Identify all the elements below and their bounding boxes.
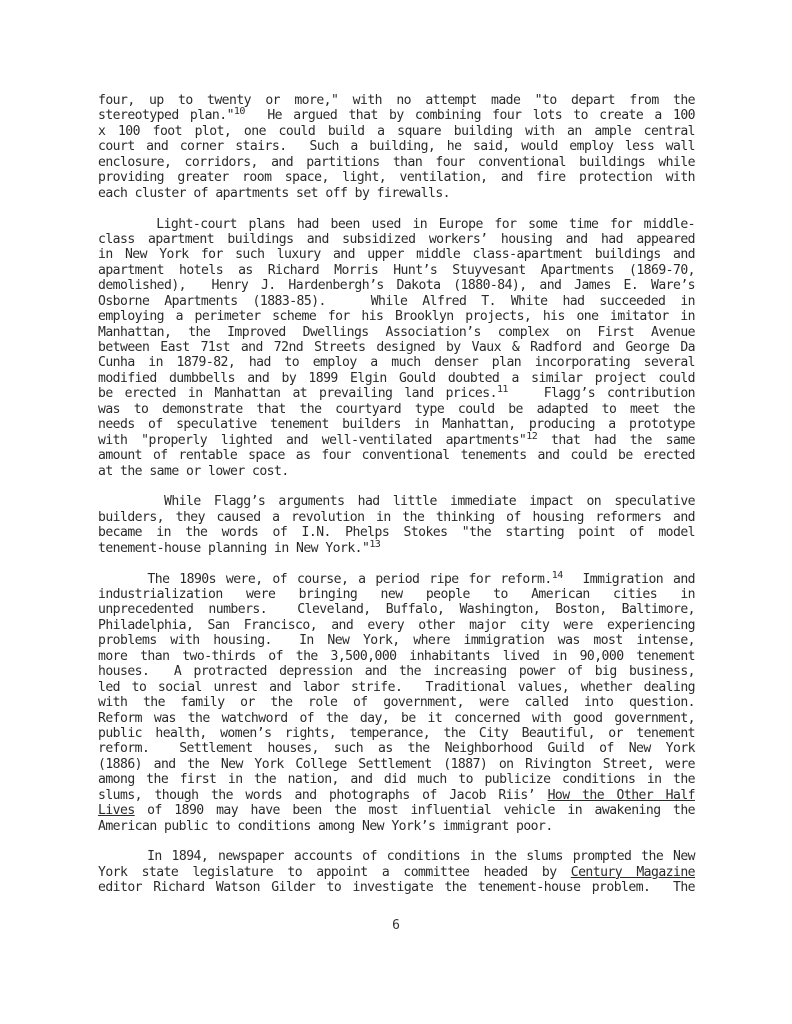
text-line: four, up to twenty or more," with no attempt made "to depart from the — [98, 93, 695, 108]
text-line: Manhattan, the Improved Dwellings Association’s complex on First Avenue — [98, 324, 695, 340]
text-line: in New York for such luxury and upper middle class-apartment buildings and — [98, 247, 695, 263]
text-line: problems with housing. In New York, where immigration was most intense, — [98, 633, 695, 649]
footnote-ref: 10 — [233, 106, 245, 118]
text-line: demolished), Henry J. Hardenbergh’s Dakota (1880-84), and James E. Ware’s — [98, 278, 695, 294]
text-line: apartment hotels as Richard Morris Hunt’s Stuyvesant Apartments (1869-70, — [98, 262, 695, 278]
text-line: stereotyped plan."$^{10}$ He argued that by combining four lots to create a 100 — [98, 106, 695, 124]
text-line: tenement-house planning in New York."$^{13}$ — [98, 538, 381, 556]
text-line: among the first in the nation, and did much to publicize conditions in the — [98, 772, 695, 788]
underlined-title: How the Other Half — [547, 787, 695, 803]
page-number: 6 — [392, 918, 400, 933]
text-line: American public to conditions among New York’s immigrant poor. — [98, 818, 553, 834]
paragraph — [98, 849, 695, 895]
text-line: Cunha in 1879-82, had to employ a much denser plan incorporating several — [98, 355, 695, 371]
text-line: with "properly lighted and well-ventilated apartments"$^{12}$ that had the same — [98, 430, 695, 448]
text-line: Philadelphia, San Francisco, and every other major city were experiencing — [98, 617, 695, 633]
text-line: slums, though the words and photographs of Jacob Riis’ How the Other Half — [98, 787, 695, 803]
text-line: became in the words of I.N. Phelps Stokes "the starting point of model — [98, 525, 695, 541]
text-line: industrialization were bringing new people to American cities in — [98, 587, 695, 602]
text-line: editor Richard Watson Gilder to investigate the tenement-house problem. The — [98, 880, 695, 896]
text-line: reform. Settlement houses, such as the Neighborhood Guild of New York — [98, 741, 695, 757]
text-line: unprecedented numbers. Cleveland, Buffalo, Washington, Boston, Baltimore, — [98, 602, 695, 618]
underlined-title: Century Magazine — [570, 864, 695, 880]
text-line: Lives of 1890 may have been the most influential vehicle in awakening the — [98, 803, 695, 819]
paragraph — [98, 569, 695, 834]
text-line: class apartment buildings and subsidized workers’ housing and had appeared — [98, 231, 695, 247]
text-line: at the same or lower cost. — [98, 463, 289, 479]
text-line: providing greater room space, light, ventilation, and fire protection with — [98, 170, 695, 186]
text-line: The 1890s were, of course, a period ripe for reform.$^{14}$ Immigration and — [98, 569, 695, 587]
text-line: Light-court plans had been used in Europe for some time for middle- — [98, 216, 695, 232]
text-line: enclosure, corridors, and partitions than four conventional buildings while — [98, 154, 695, 170]
text-line: employing a perimeter scheme for his Brooklyn projects, his one imitator in — [98, 309, 695, 325]
text-line: more than two-thirds of the 3,500,000 inhabitants lived in 90,000 tenement — [98, 648, 695, 664]
text-line: be erected in Manhattan at prevailing land prices.$^{11}$ Flagg’s contribution — [98, 384, 695, 402]
text-line: (1886) and the New York College Settlement (1887) on Rivington Street, were — [98, 756, 695, 772]
text-line: Reform was the watchword of the day, be it concerned with good government, — [98, 710, 695, 726]
footnote-ref: 12 — [526, 430, 538, 442]
text-line: needs of speculative tenement builders in Manhattan, producing a prototype — [98, 417, 695, 433]
text-line: each cluster of apartments set off by firewalls. — [98, 185, 450, 201]
text-line: between East 71st and 72nd Streets designed by Vaux & Radford and George Da — [98, 340, 695, 355]
text-line: builders, they caused a revolution in the thinking of housing reformers and — [98, 509, 695, 525]
paragraph — [98, 217, 695, 479]
text-line: public health, women’s rights, temperance, the City Beautiful, or tenement — [98, 725, 695, 741]
text-line: amount of rentable space as four conventional tenements and could be erected — [98, 448, 695, 464]
footnote-ref: 11 — [496, 384, 508, 396]
text-line: In 1894, newspaper accounts of conditions in the slums prompted the New — [98, 849, 695, 865]
footnote-ref: 14 — [551, 569, 563, 581]
text-line: modified dumbbells and by 1899 Elgin Gould doubted a similar project could — [98, 370, 695, 386]
text-line: While Flagg’s arguments had little immediate impact on speculative — [98, 494, 695, 510]
text-line: with the family or the role of government, were called into question. — [98, 695, 695, 711]
paragraph — [98, 494, 695, 556]
text-line: York state legislature to appoint a committee headed by Century Magazine — [98, 864, 695, 880]
underlined-title: Lives — [98, 803, 135, 819]
text-line: court and corner stairs. Such a building, he said, would employ less wall — [98, 139, 695, 155]
footnote-ref: 13 — [369, 538, 381, 550]
text-line: houses. A protracted depression and the increasing power of big business, — [98, 664, 695, 680]
text-line: x 100 foot plot, one could build a square building with an ample central — [98, 123, 695, 139]
text-line: was to demonstrate that the courtyard type could be adapted to meet the — [98, 401, 695, 417]
text-line: Osborne Apartments (1883-85). While Alfred T. White had succeeded in — [98, 293, 695, 309]
paragraph — [98, 93, 695, 201]
text-line: led to social unrest and labor strife. Traditional values, whether dealing — [98, 679, 695, 695]
document-body — [98, 93, 695, 911]
